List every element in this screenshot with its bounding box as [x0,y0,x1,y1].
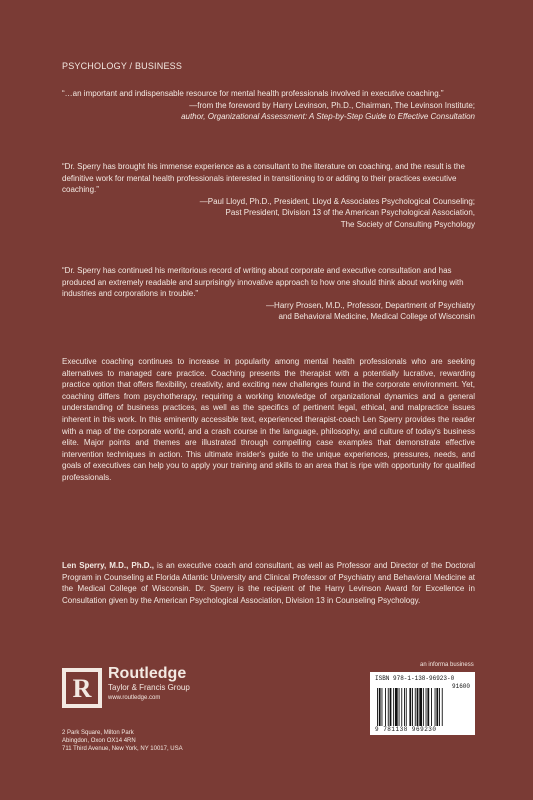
barcode-digits: 9 781138 969230 [375,726,437,733]
barcode-bar [409,688,411,726]
endorsement-3-attribution-line-1: —Harry Prosen, M.D., Professor, Department of Psychiatry [266,300,475,310]
endorsement-2-attribution-line-1: —Paul Lloyd, Ph.D., President, Lloyd & Associates Psychological Counseling; [199,196,475,206]
barcode-bar [401,688,402,726]
publisher-group: Taylor & Francis Group [108,683,190,692]
barcode-bar [419,688,422,726]
barcode-bar [426,688,427,726]
barcode-bar [395,688,398,726]
endorsement-1-attribution-line-2: author, Organizational Assessment: A Step-by-Step Guide to Effective Consultation [181,112,475,122]
barcode-bar [393,688,394,726]
publisher-url: www.routledge.com [108,695,161,701]
endorsement-3 [62,265,475,323]
category-label: PSYCHOLOGY / BUSINESS [62,61,183,71]
barcode-bar [379,688,381,726]
barcode-bar [442,688,443,726]
author-bio-text: is an executive coach and consultant, as well as Professor and Director of the Doctoral Program in Counseling at Florida Atlantic University and Clinical Professor of Psychiatry and Behavioral Medicine at the Medical College of Wisconsin. Dr. Sperry is the recipient of the Harry Levinson Award for Excellence in Consultation given by the American Psychological Association, Division 13 in Counseling Psychology. [62,561,475,605]
endorsement-3-attribution-line-2: and Behavioral Medicine, Medical College of Wisconsin [278,312,475,322]
endorsement-3-text: “Dr. Sperry has continued his meritorious record of writing about corporate and executive consultation and has produced an extremely readable and surprisingly innovative approach to how one should think about working with industries and corporations in trouble.” [62,266,464,299]
author-bio [62,560,475,606]
barcode-bar [423,688,424,726]
barcode-bar [382,688,383,726]
endorsement-2 [62,161,475,231]
address-line-2: Abingdon, Oxon OX14 4RN [62,737,136,744]
barcode-bars-icon [376,688,470,726]
barcode-bar [435,688,436,726]
endorsement-1 [62,88,475,123]
barcode-bar [388,688,389,726]
barcode-bar [385,688,386,726]
informa-tagline: an informa business [420,662,474,668]
isbn-text: ISBN 978-1-138-96923-0 [375,675,455,682]
endorsement-1-attribution-line-1: —from the foreword by Harry Levinson, Ph.D., Chairman, The Levinson Institute; [189,100,475,110]
endorsement-2-text: “Dr. Sperry has brought his immense experience as a consultant to the literature on coaching, and the result is the definitive work for mental health professionals interested in transitioning to or adding to their practices executive coaching.” [62,162,465,195]
barcode-bar [415,688,416,726]
publisher-name: Routledge [108,665,187,682]
barcode-bar [412,688,413,726]
isbn-barcode [370,672,475,735]
endorsement-1-text: “…an important and indispensable resource for mental health professionals involved in executive coaching.” [62,89,444,98]
routledge-logo-icon [62,668,102,708]
barcode-bar [377,688,378,726]
barcode-bar [406,688,407,726]
barcode-bar [436,688,438,726]
logo-letter: R [72,674,92,703]
barcode-bar [404,688,405,726]
author-name: Len Sperry, M.D., Ph.D., [62,561,155,570]
barcode-bar [399,688,400,726]
barcode-bar [431,688,432,726]
barcode-bar [427,688,429,726]
publisher-brand [108,665,190,703]
barcode-bar [390,688,392,726]
publisher-address [62,730,183,753]
address-line-3: 711 Third Avenue, New York, NY 10017, USA [62,745,183,752]
endorsement-2-attribution-line-2: Past President, Division 13 of the American Psychological Association, [225,208,475,218]
price-code: 91600 [452,683,471,690]
barcode-bar [439,688,440,726]
book-description: Executive coaching continues to increase in popularity among mental health professionals who are seeking alternatives to managed care practice. Coaching presents the therapist with a potentially lucrative, rewarding practice option that offers flexibility, creativity, and exciting new challenges found in the corporate environment. Yet, coaching differs from psychotherapy, requiring a working knowledge of organizational dynamics and a general understanding of business practices, as well as the specifics of pertinent legal, ethical, and malpractice issues inherent in this work. In this eminently accessible text, experienced therapist-coach Len Sperry provides the reader with a map of the corporate world, and a crash course in the language, philosophy, and culture of today's business elite. Major points and themes are illustrated through compelling case examples that demonstrate effective intervention techniques in action. This ultimate insider's guide to the unique experiences, pressures, needs, and goals of executives can help you to apply your training and skills to an area that is ripe with opportunity for qualified professionals. [62,357,475,482]
barcode-bar [417,688,419,726]
address-line-1: 2 Park Square, Milton Park [62,730,134,736]
endorsement-2-attribution-line-3: The Society of Consulting Psychology [340,219,475,229]
